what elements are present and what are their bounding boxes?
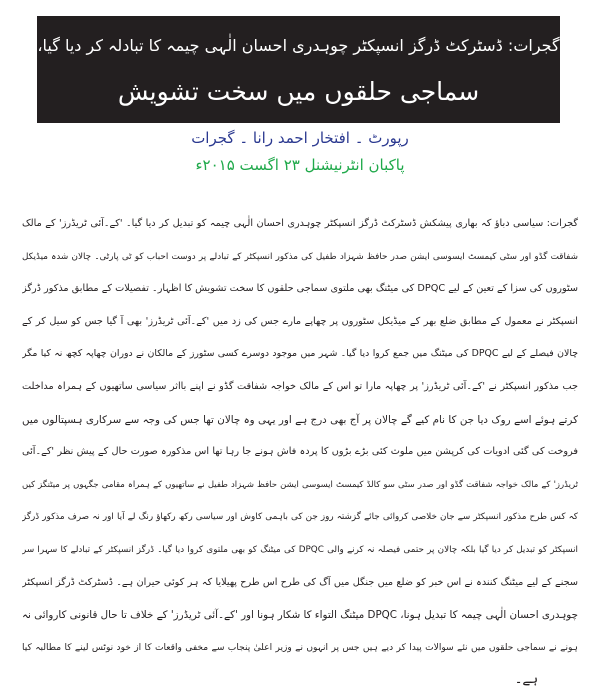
article-line: جب مذکور انسپکٹر نے 'کے۔آئی ٹریڈرز' پر چھاپہ مارا تو اس کے مالک خواجہ شفاقت گڈو نے اپنے بااثر سیاسی ساتھیوں کے ہمراہ مداخلت (22, 380, 578, 392)
headline-line-2: سماجی حلقوں میں سخت تشویش (117, 77, 480, 106)
article-line: کرتے ہوئے اسے روک دیا جن کا نام کیے گے چالان پر آج بھی درج ہے اور یہی وہ چالان تھا جس کی وجہ سے سرکاری ہسپتالوں میں (22, 413, 578, 426)
article-line: چوہدری احسان الٰہی چیمہ کا تبدیل ہونا، DPQC میٹنگ التواء کا شکار ہونا اور 'کے۔آئی ٹریڈرز' کے خلاف تا حال قانونی کاروائی نہ (22, 609, 578, 622)
publication-date: پاکبان انٹرنیشنل ۲۳ اگست ۲۰۱۵ء (195, 156, 405, 174)
headline-banner (37, 16, 560, 123)
article-line: کہ کس طرح مذکور انسپکٹر سے جان خلاصی کروائی جائے گزشتہ روز جن کی باہمی کاوش اور سیاسی رکھ رکھاؤ رنگ لے آیا اور نہ صرف مذکور ڈرگز (22, 512, 578, 523)
article-line: شفاقت گڈو اور سٹی کیمسٹ ایسوسی ایشن صدر حافظ شہزاد طفیل کی مذکور انسپکٹر کے تبادلے پر دوست احباب کو ٹی پارٹی۔ چالان شدہ میڈیکل (22, 251, 578, 262)
article-line: انسپکٹر نے معمول کے مطابق ضلع بھر کے میڈیکل سٹوروں پر چھاپے مارے جس کی زد میں 'کے۔آئی ٹریڈرز' بھی آ گیا جس کو سیل کر کے (22, 315, 578, 327)
headline-line-1: گجرات: ڈسٹرکٹ ڈرگز انسپکٹر چوہدری احسان الٰہی چیمہ کا تبادلہ کر دیا گیا، (37, 36, 560, 55)
article-line: ہے۔ (514, 672, 538, 688)
article-line: انسپکٹر کو تبدیل کر دیا گیا بلکہ چالان پر حتمی فیصلہ نہ کرنے والی DPQC کی میٹنگ کو بھی ملتوی کروا دیا گیا۔ ڈرگز انسپکٹر کے تبادلے کا سہرا سر (22, 544, 578, 555)
article-line: ہونے نے سماجی حلقوں میں نئے سوالات پیدا کر دیے ہیں جس پر انہوں نے وزیر اعلیٰ پنجاب سے مخفی واقعات کا از خود نوٹس لینے کا مطالبہ کیا (22, 642, 578, 653)
article-line: سٹوروں کی سزا کے تعین کے لیے DPQC کی میٹنگ بھی ملتوی سماجی حلقوں کا سخت تشویش کا اظہار۔ تفصیلات کے مطابق مذکور ڈرگز (22, 283, 578, 295)
article-line: چالان فیصلے کے لیے DPQC کی میٹنگ میں جمع کروا دیا گیا۔ شہر میں موجود دوسرے کسی سٹورز کے مالکان نے دوران چھاپہ کچھ نہ کیا مگر (22, 348, 578, 360)
report-byline: رپورٹ ۔ افتخار احمد رانا ۔ گجرات (191, 129, 409, 147)
article-body (22, 208, 578, 697)
article-line: سجنے کے لیے میٹنگ کنندہ نے اس خبر کو ضلع میں جنگل میں آگ کی طرح اس طرح پھیلایا کہ ہر کوئی حیران ہے۔ ڈسٹرکٹ ڈرگز انسپکٹر (22, 576, 578, 588)
article-line: فروخت کی گئی ادویات کی کرپشن میں ملوث کئی بڑے بڑوں کا پردہ فاش ہونے جا رہا تھا اس مذکورہ صورت حال کے پیش نظر 'کے۔آئی (22, 446, 578, 458)
article-line: ٹریڈرز' کے مالک خواجہ شفاقت گڈو اور صدر سٹی سو کالڈ کیمسٹ ایسوسی ایشن حافظ شہزاد طفیل نے ساتھیوں کے ہمراہ مقامی جگہوں پر میٹنگز کیں (22, 479, 578, 490)
article-line: گجرات: سیاسی دباؤ کہ بھاری پیشکش ڈسٹرکٹ ڈرگز انسپکٹر چوہدری احسان الٰہی چیمہ کو تبدیل کر دیا گیا۔ 'کے۔آئی ٹریڈرز' کے مالک (22, 218, 578, 229)
